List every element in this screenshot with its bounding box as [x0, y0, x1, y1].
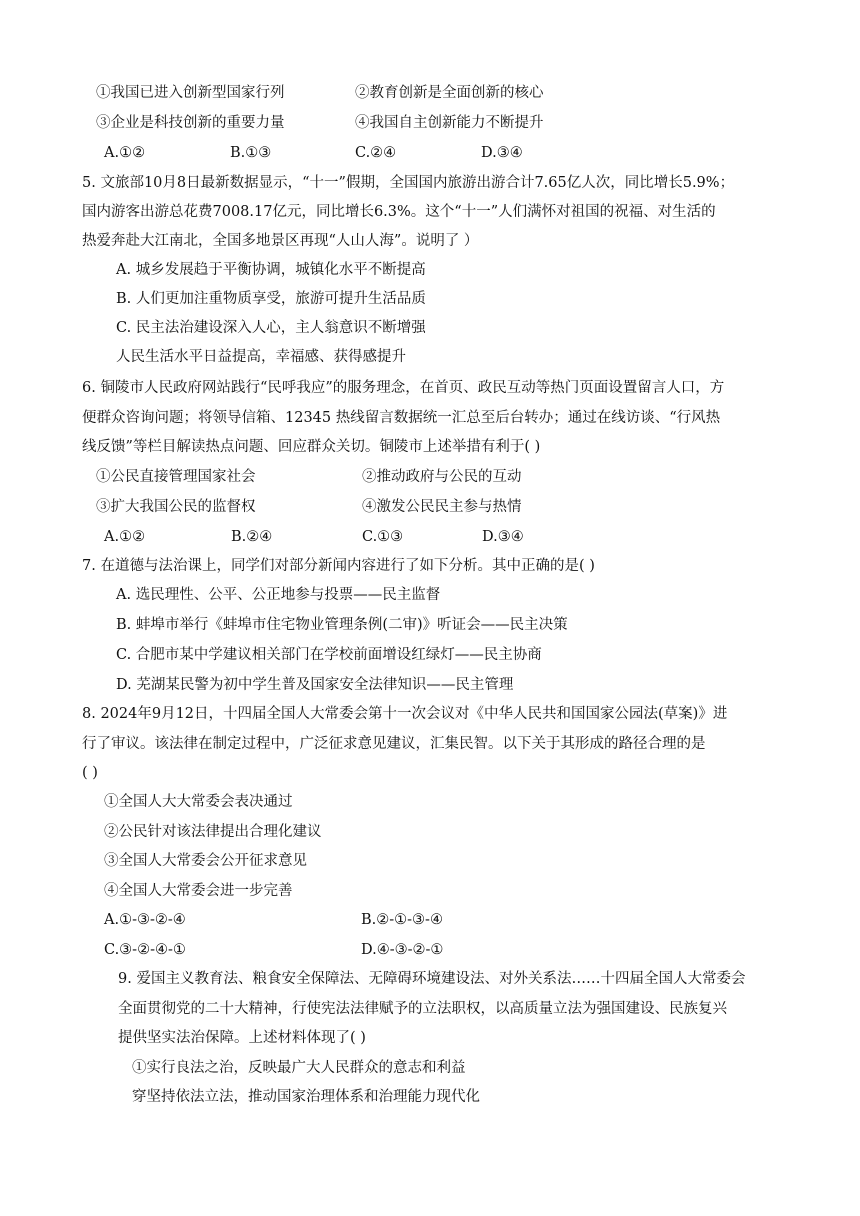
q5-option-a: A. 城乡发展趋于平衡协调，城镇化水平不断提高 — [116, 262, 426, 278]
q9-stem-line-3: 提供坚实法治保障。上述材料体现了( ) — [118, 1030, 366, 1046]
q8-choice-b: B.②-①-③-④ — [361, 912, 443, 928]
q7-option-b: B. 蚌埠市举行《蚌埠市住宅物业管理条例(二审)》听证会——民主决策 — [116, 617, 568, 633]
q4-option-2: ②教育创新是全面创新的核心 — [355, 85, 544, 101]
q9-stem-line-2: 全面贯彻党的二十大精神，行使宪法法律赋予的立法职权，以高质量立法为强国建设、民族复兴 — [118, 1001, 727, 1017]
q8-stem-line-2: 行了审议。该法律在制定过程中，广泛征求意见建议，汇集民智。以下关于其形成的路径合理的是 — [82, 736, 706, 752]
q4-choice-d: D.③④ — [481, 145, 523, 161]
q5-stem-line-1: 5. 文旅部10月8日最新数据显示，“十一”假期，全国国内旅游出游合计7.65亿人次，同比增长5.9%； — [82, 175, 735, 191]
q6-option-4: ④激发公民民主参与热情 — [362, 499, 522, 515]
q7-option-c: C. 合肥市某中学建议相关部门在学校前面增设红绿灯——民主协商 — [116, 647, 542, 663]
q7-option-d: D. 芜湖某民警为初中学生普及国家安全法律知识——民主管理 — [116, 677, 514, 693]
q8-stem-line-3: ( ) — [82, 765, 98, 781]
q8-option-4: ④全国人大常委会进一步完善 — [104, 883, 293, 899]
q5-option-d: 人民生活水平日益提高，幸福感、获得感提升 — [116, 349, 406, 365]
q8-choice-c: C.③-②-④-① — [104, 942, 186, 958]
q7-stem: 7. 在道德与法治课上，同学们对部分新闻内容进行了如下分析。其中正确的是( ) — [82, 558, 595, 574]
q8-option-3: ③全国人大常委会公开征求意见 — [104, 853, 307, 869]
q6-option-3: ③扩大我国公民的监督权 — [96, 499, 256, 515]
q4-choice-b: B.①③ — [230, 145, 272, 161]
q8-option-2: ②公民针对该法律提出合理化建议 — [104, 824, 322, 840]
q4-option-1: ①我国已进入创新型国家行列 — [96, 85, 285, 101]
q5-stem-line-2: 国内游客出游总花费7008.17亿元，同比增长6.3%。这个“十一”人们满怀对祖国的祝福、对生活的 — [82, 204, 716, 220]
q9-stem-line-1: 9. 爱国主义教育法、粮食安全保障法、无障碍环境建设法、对外关系法……十四届全国人大常委会 — [118, 971, 746, 987]
q6-option-2: ②推动政府与公民的互动 — [362, 469, 522, 485]
q4-option-3: ③企业是科技创新的重要力量 — [96, 115, 285, 131]
q8-stem-line-1: 8. 2024年9月12日，十四届全国人大常委会第十一次会议对《中华人民共和国国家公园法(草案)》进 — [82, 706, 728, 722]
q6-choice-a: A.①② — [104, 529, 146, 545]
q8-choice-a: A.①-③-②-④ — [104, 912, 186, 928]
q4-choice-c: C.②④ — [355, 145, 397, 161]
q6-choice-b: B.②④ — [231, 529, 273, 545]
q6-stem-line-1: 6. 铜陵市人民政府网站践行“民呼我应”的服务理念，在首页、政民互动等热门页面设置留言人口，方 — [82, 380, 725, 396]
q4-option-4: ④我国自主创新能力不断提升 — [355, 115, 544, 131]
q4-choice-a: A.①② — [104, 145, 146, 161]
q8-choice-d: D.④-③-②-① — [361, 942, 444, 958]
q7-option-a: A. 选民理性、公平、公正地参与投票——民主监督 — [116, 587, 441, 603]
q8-option-1: ①全国人大大常委会表决通过 — [104, 794, 293, 810]
q6-option-1: ①公民直接管理国家社会 — [96, 469, 256, 485]
q9-option-2: 穿坚持依法立法，推动国家治理体系和治理能力现代化 — [132, 1089, 480, 1105]
q6-stem-line-2: 便群众咨询问题；将领导信箱、12345 热线留言数据统一汇总至后台转办；通过在线访谈、“行风热 — [82, 410, 721, 426]
q5-option-c: C. 民主法治建设深入人心，主人翁意识不断增强 — [116, 320, 426, 336]
q6-choice-d: D.③④ — [482, 529, 524, 545]
q5-stem-line-3: 热爱奔赴大江南北，全国多地景区再现“人山人海”。说明了 ） — [82, 233, 479, 249]
q9-option-1: ①实行良法之治，反映最广大人民群众的意志和利益 — [132, 1060, 466, 1076]
q6-stem-line-3: 线反馈”等栏目解读热点问题、回应群众关切。铜陵市上述举措有利于( ) — [82, 439, 541, 455]
q5-option-b: B. 人们更加注重物质享受，旅游可提升生活品质 — [116, 291, 426, 307]
q6-choice-c: C.①③ — [362, 529, 404, 545]
